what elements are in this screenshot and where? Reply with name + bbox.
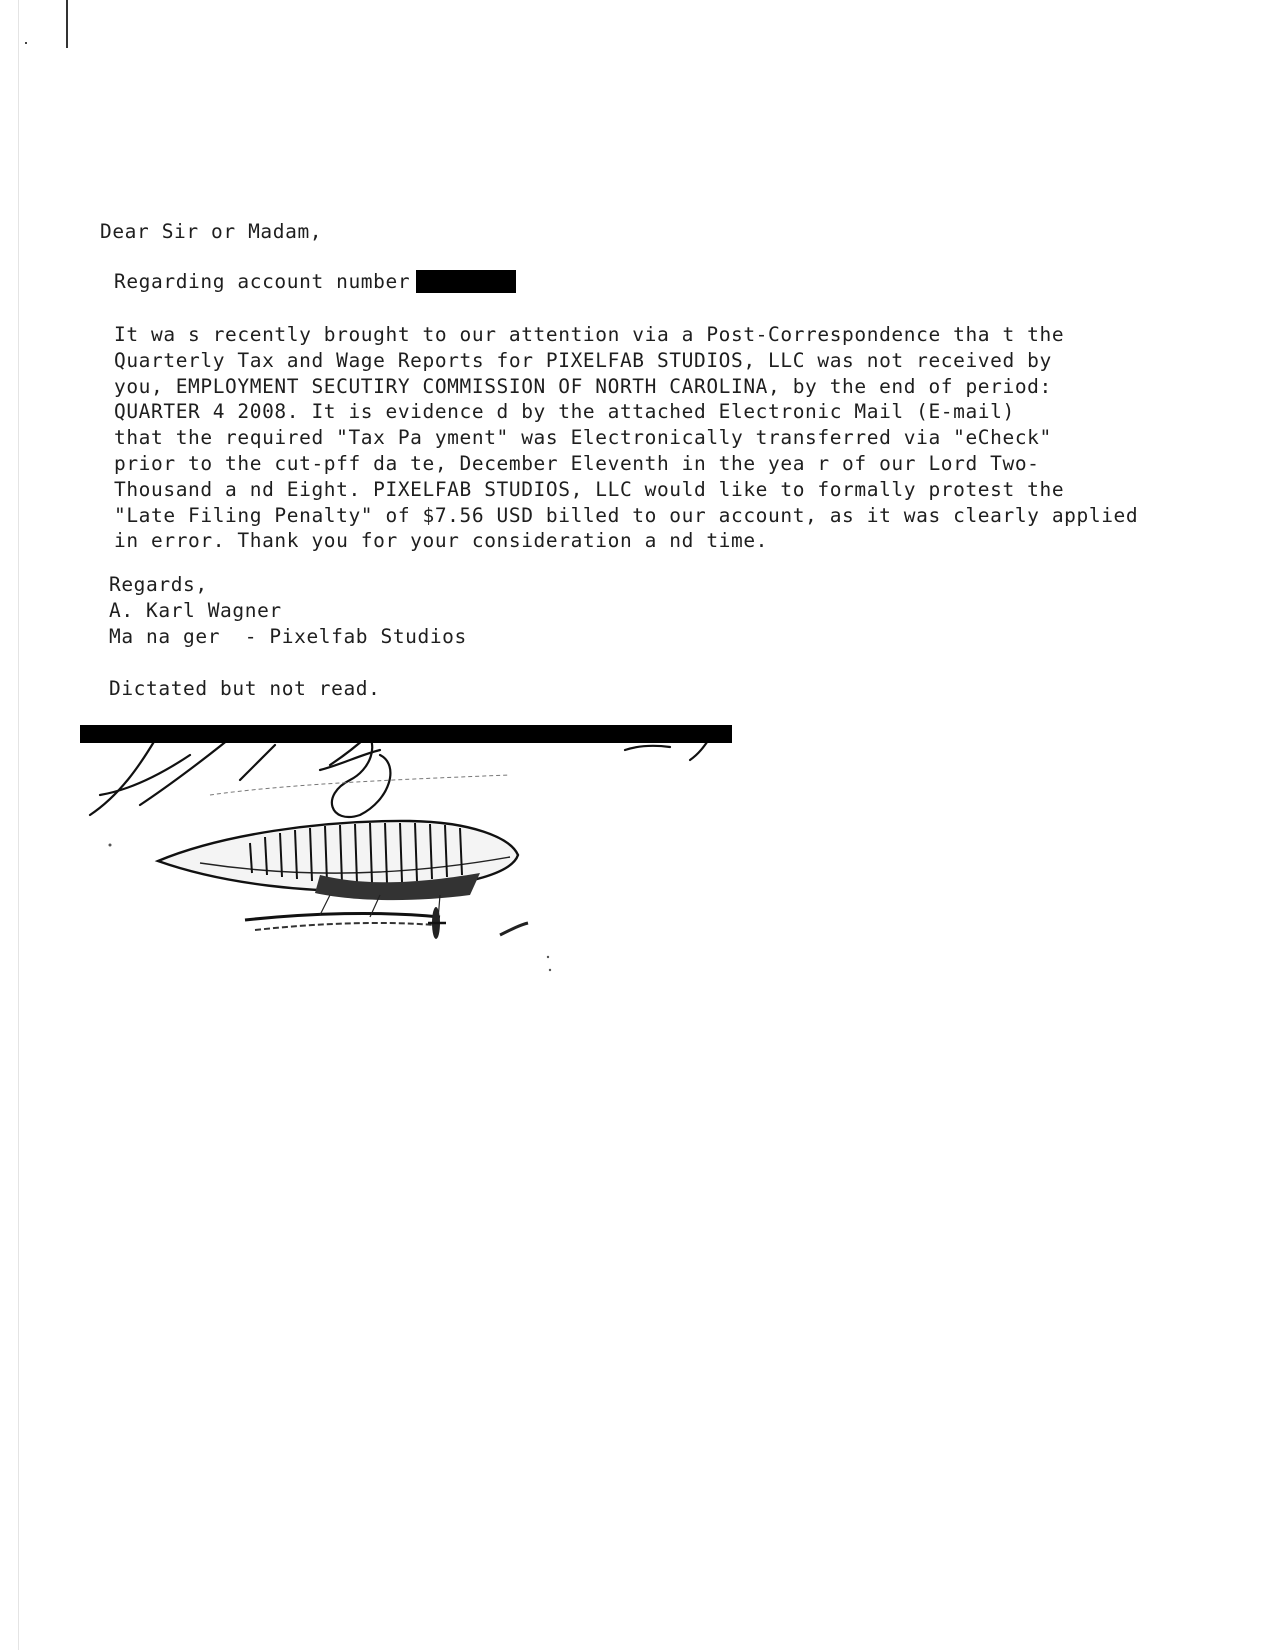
- body-line: prior to the cut-pff da te, December Eleventh in the yea r of our Lord Two-: [114, 451, 1040, 475]
- account-number-redaction: [416, 270, 516, 293]
- letter-body: [114, 322, 1138, 554]
- scan-edge-mark: [66, 0, 68, 48]
- body-line: QUARTER 4 2008. It is evidence d by the attached Electronic Mail (E-mail): [114, 400, 1015, 424]
- body-line: Quarterly Tax and Wage Reports for PIXELFAB STUDIOS, LLC was not received by: [114, 348, 1052, 372]
- account-line: [114, 269, 516, 295]
- account-label: Regarding account number: [114, 270, 411, 293]
- dictated-note: Dictated but not read.: [109, 677, 381, 700]
- scan-edge-line: [18, 0, 19, 1650]
- body-line: in error. Thank you for your consideration a nd time.: [114, 529, 769, 553]
- scan-speck: [25, 42, 27, 44]
- signer-name: A. Karl Wagner: [109, 599, 282, 622]
- signature-redaction: [80, 725, 732, 743]
- body-line: Thousand a nd Eight. PIXELFAB STUDIOS, LLC would like to formally protest the: [114, 477, 1065, 501]
- body-line: you, EMPLOYMENT SECUTIRY COMMISSION OF NORTH CAROLINA, by the end of period:: [114, 374, 1052, 398]
- salutation: Dear Sir or Madam,: [100, 220, 323, 243]
- body-line: "Late Filing Penalty" of $7.56 USD billed to our account, as it was clearly applied: [114, 503, 1139, 527]
- body-line: It wa s recently brought to our attention via a Post-Correspondence tha t the: [114, 323, 1065, 346]
- body-line: that the required "Tax Pa yment" was Electronically transferred via "eCheck": [114, 426, 1052, 450]
- signature-and-stamp: [80, 725, 780, 1025]
- signer-title: Ma na ger - Pixelfab Studios: [109, 625, 467, 648]
- closing-word: Regards,: [109, 573, 208, 596]
- signature-block: [109, 572, 467, 650]
- airship-stamp-icon: [109, 775, 552, 971]
